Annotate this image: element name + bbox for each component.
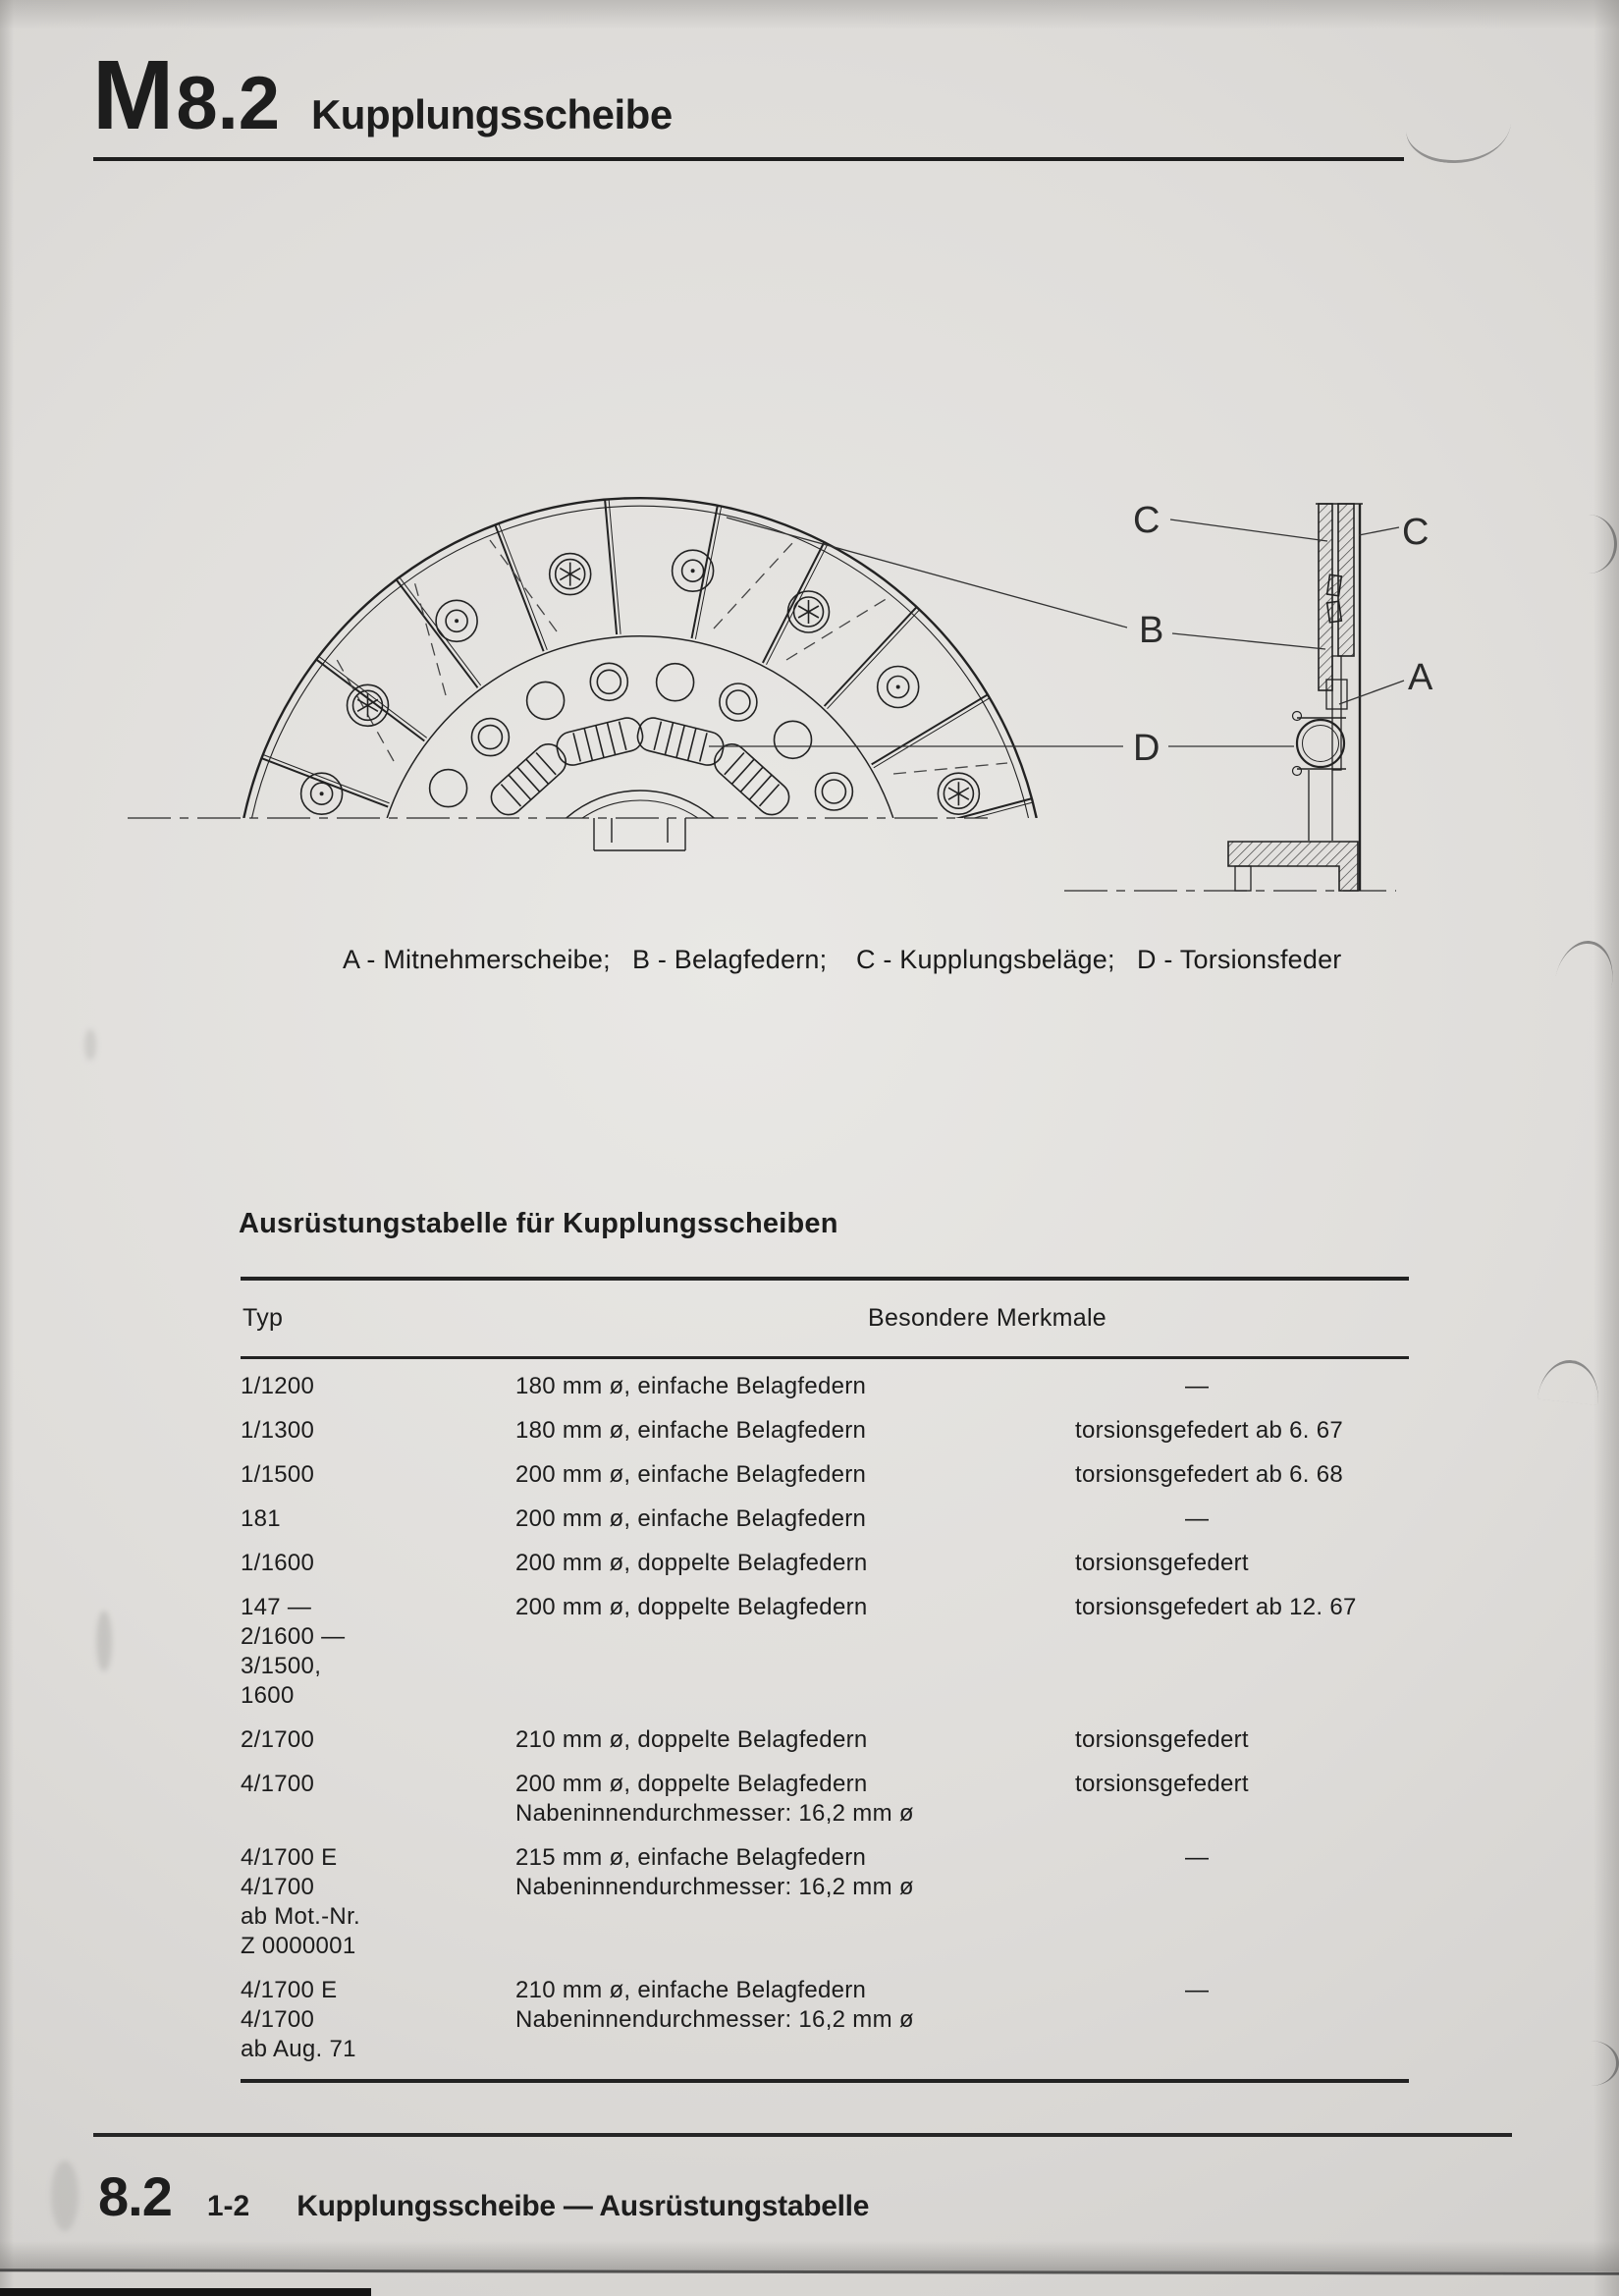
typ-value: ab Mot.-Nr. [241,1903,360,1930]
typ-value: 4/1700 E [241,1844,338,1871]
desc-value: 200 mm ø, einfache Belagfedern [515,1461,867,1488]
label-c-right: C [1402,512,1430,553]
typ-value: 147 — [241,1594,312,1620]
merkmal-value: torsionsgefedert ab 6. 68 [1075,1461,1344,1488]
table-rule-bottom [241,2079,1409,2083]
caption-a: A - Mitnehmerscheibe; [343,945,611,974]
desc-value: Nabeninnendurchmesser: 16,2 mm ø [515,1874,914,1900]
merkmal-value: torsionsgefedert [1075,1550,1249,1576]
desc-value: Nabeninnendurchmesser: 16,2 mm ø [515,1800,914,1827]
label-a: A [1408,657,1433,698]
footer-section-number: 8.2 [98,2165,172,2227]
page-curl-artifact [1403,104,1512,170]
section-number: 8.2 [176,62,280,145]
clutch-disc-diagram [98,324,1532,913]
typ-value: 2/1700 [241,1726,315,1753]
merkmal-value: torsionsgefedert [1075,1771,1249,1797]
scan-bottom-bar [0,2288,371,2296]
desc-value: 180 mm ø, einfache Belagfedern [515,1373,867,1399]
table-row [241,1843,1409,1961]
table-title: Ausrüstungstabelle für Kupplungsscheiben [239,1208,838,1239]
header-rule [93,157,1404,161]
typ-value: 1/1300 [241,1417,315,1444]
typ-value: 4/1700 [241,2006,315,2033]
table-row [241,1549,1409,1578]
table-row [241,1770,1409,1829]
caption-b: B - Belagfedern; [632,945,828,974]
typ-value: 181 [241,1505,281,1532]
footer-page-number: 1-2 [206,2190,250,2222]
table-header-row [241,1281,1409,1356]
typ-value: 3/1500, [241,1653,322,1679]
desc-value: 200 mm ø, doppelte Belagfedern [515,1771,868,1797]
label-b: B [1139,610,1164,651]
desc-value: 180 mm ø, einfache Belagfedern [515,1417,867,1444]
merkmal-value: — [1185,1977,1210,2003]
scan-edge-top [0,0,1619,29]
section-letter: M [92,40,173,150]
desc-value: 200 mm ø, doppelte Belagfedern [515,1550,868,1576]
scan-smudge [96,1611,112,1671]
page-header [92,39,673,152]
table-row [241,1372,1409,1401]
desc-value: 215 mm ø, einfache Belagfedern [515,1844,867,1871]
typ-value: 2/1600 — [241,1623,346,1650]
label-d: D [1133,728,1160,769]
typ-value: 4/1700 [241,1771,315,1797]
typ-value: 1/1600 [241,1550,315,1576]
scan-smudge [51,2160,79,2231]
scan-smudge [84,1029,96,1061]
typ-value: 4/1700 [241,1874,315,1900]
typ-value: 1/1500 [241,1461,315,1488]
clutch-disc-cross-section [1228,504,1363,891]
merkmal-value: — [1185,1844,1210,1871]
clutch-disc-front-view [243,498,1036,838]
table-row [241,1460,1409,1490]
typ-value: 1/1200 [241,1373,315,1399]
page-title: Kupplungsscheibe [310,91,673,137]
table-row [241,1504,1409,1534]
merkmal-value: — [1185,1373,1210,1399]
caption-c: C - Kupplungsbeläge; [856,945,1115,974]
scan-edge-bottom [0,2241,1619,2271]
table-row [241,1416,1409,1446]
desc-value: 210 mm ø, einfache Belagfedern [515,1977,867,2003]
equipment-table [241,1277,1409,2083]
desc-value: 210 mm ø, doppelte Belagfedern [515,1726,868,1753]
merkmal-value: — [1185,1505,1210,1532]
footer-title: Kupplungsscheibe — Ausrüstungstabelle [297,2190,870,2222]
table-row [241,1593,1409,1711]
typ-value: ab Aug. 71 [241,2036,356,2062]
table-row [241,1725,1409,1755]
merkmal-value: torsionsgefedert [1075,1726,1249,1753]
label-c-left: C [1133,500,1160,541]
table-row [241,1976,1409,2064]
desc-value: 200 mm ø, einfache Belagfedern [515,1505,867,1532]
hub-stub [594,818,685,850]
desc-value: 200 mm ø, doppelte Belagfedern [515,1594,868,1620]
page-footer [98,2164,869,2228]
footer-rule [93,2133,1512,2137]
merkmal-value: torsionsgefedert ab 12. 67 [1075,1594,1357,1620]
column-header-merkmale: Besondere Merkmale [868,1303,1107,1332]
scan-edge-left [0,0,14,2296]
column-header-typ: Typ [243,1303,284,1332]
merkmal-value: torsionsgefedert ab 6. 67 [1075,1417,1344,1444]
scan-edge-right [1593,0,1619,2296]
caption-d: D - Torsionsfeder [1137,945,1342,974]
typ-value: 4/1700 E [241,1977,338,2003]
desc-value: Nabeninnendurchmesser: 16,2 mm ø [515,2006,914,2033]
table-body [241,1359,1409,2064]
typ-value: 1600 [241,1682,295,1709]
typ-value: Z 0000001 [241,1933,356,1959]
